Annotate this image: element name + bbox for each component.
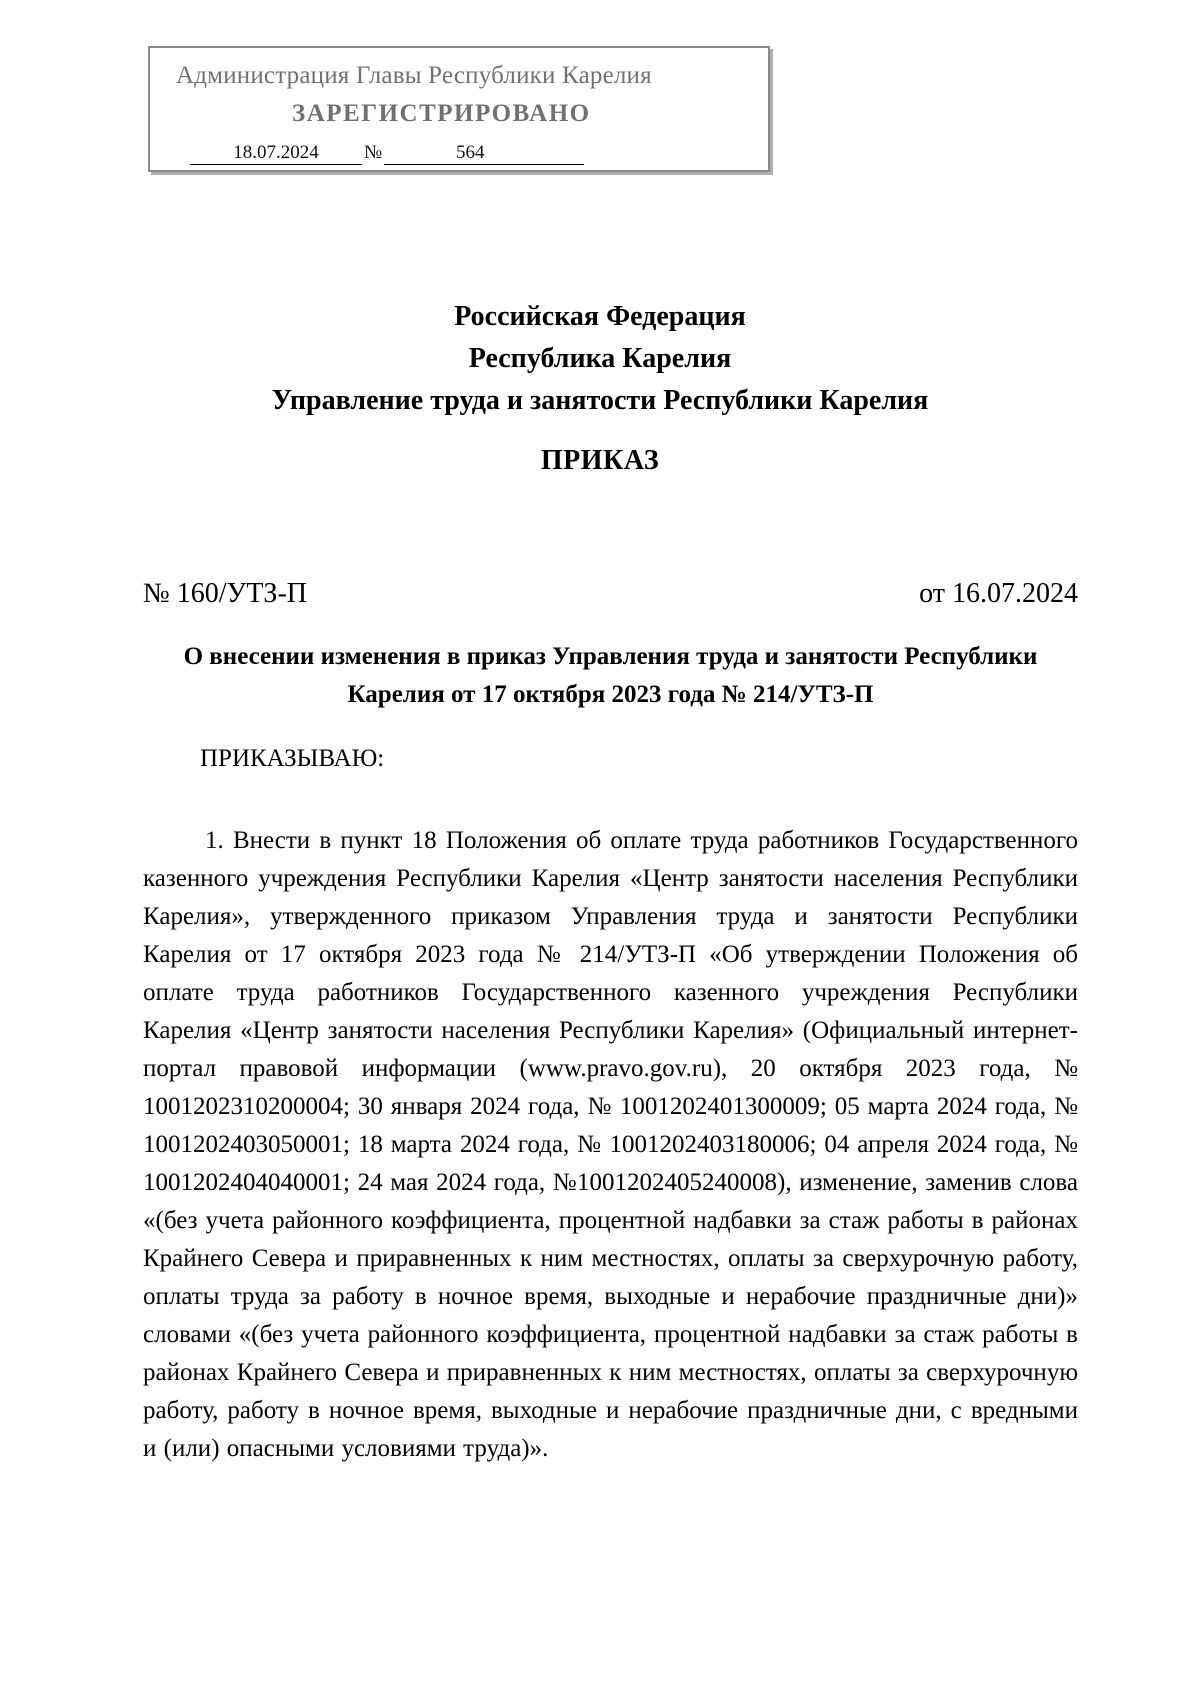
document-subject: О внесении изменения в приказ Управления труда и занятости Республики Карелия от 17 октября 2023 года № 214/УТЗ-П xyxy=(183,643,1038,708)
paragraph-1: 1. Внести в пункт 18 Положения об оплате труда работников Государственного казенного учреждения Республики Карелия «Центр занятости населения Республики Карелия», утвержденного приказом Управления труда и занятости Республики Карелия от 17 октября 2023 года № 214/УТЗ-П «Об утверждении Положения об оплате труда работников Государственного казенного учреждения Республики Карелия «Центр занятости населения Республики Карелия» (Официальный интернет-портал правовой информации (www.pravo.gov.ru), 20 октября 2023 года, № 1001202310200004; 30 января 2024 года, № 1001202401300009; 05 марта 2024 года, № 1001202403050001; 18 марта 2024 года, № 1001202403180006; 04 апреля 2024 года, № 1001202404040001; 24 мая 2024 года, №1001202405240008), изменение, заменив слова «(без учета районного коэффициента, процентной надбавки за стаж работы в районах Крайнего Севера и приравненных к ним местностях, оплаты за сверхурочную работу, оплаты труда за работу в ночное время, выходные и нерабочие праздничные дни)» словами «(без учета районного коэффициента, процентной надбавки за стаж работы в районах Крайнего Севера и приравненных к ним местностях, оплаты за сверхурочную работу, работу в ночное время, выходные и нерабочие праздничные дни, с вредными и (или) опасными условиями труда)». xyxy=(143,827,1078,1462)
stamp-registered-label: ЗАРЕГИСТРИРОВАНО xyxy=(292,100,591,127)
stamp-number: 564 xyxy=(384,142,584,165)
stamp-date: 18.07.2024 xyxy=(190,142,362,165)
header-country: Российская Федерация xyxy=(454,301,746,332)
document-number: № 160/УТЗ-П xyxy=(143,578,307,609)
order-word: ПРИКАЗЫВАЮ: xyxy=(200,745,385,772)
header-department: Управление труда и занятости Республики Карелия xyxy=(271,385,929,416)
header-region: Республика Карелия xyxy=(468,343,732,374)
stamp-number-label: № xyxy=(364,142,383,163)
document-type-title: ПРИКАЗ xyxy=(540,445,660,476)
registration-stamp xyxy=(148,46,770,172)
stamp-registration-row xyxy=(190,142,590,166)
document-date: от 16.07.2024 xyxy=(919,578,1078,609)
stamp-administration-name: Администрация Главы Республики Карелия xyxy=(176,62,652,89)
